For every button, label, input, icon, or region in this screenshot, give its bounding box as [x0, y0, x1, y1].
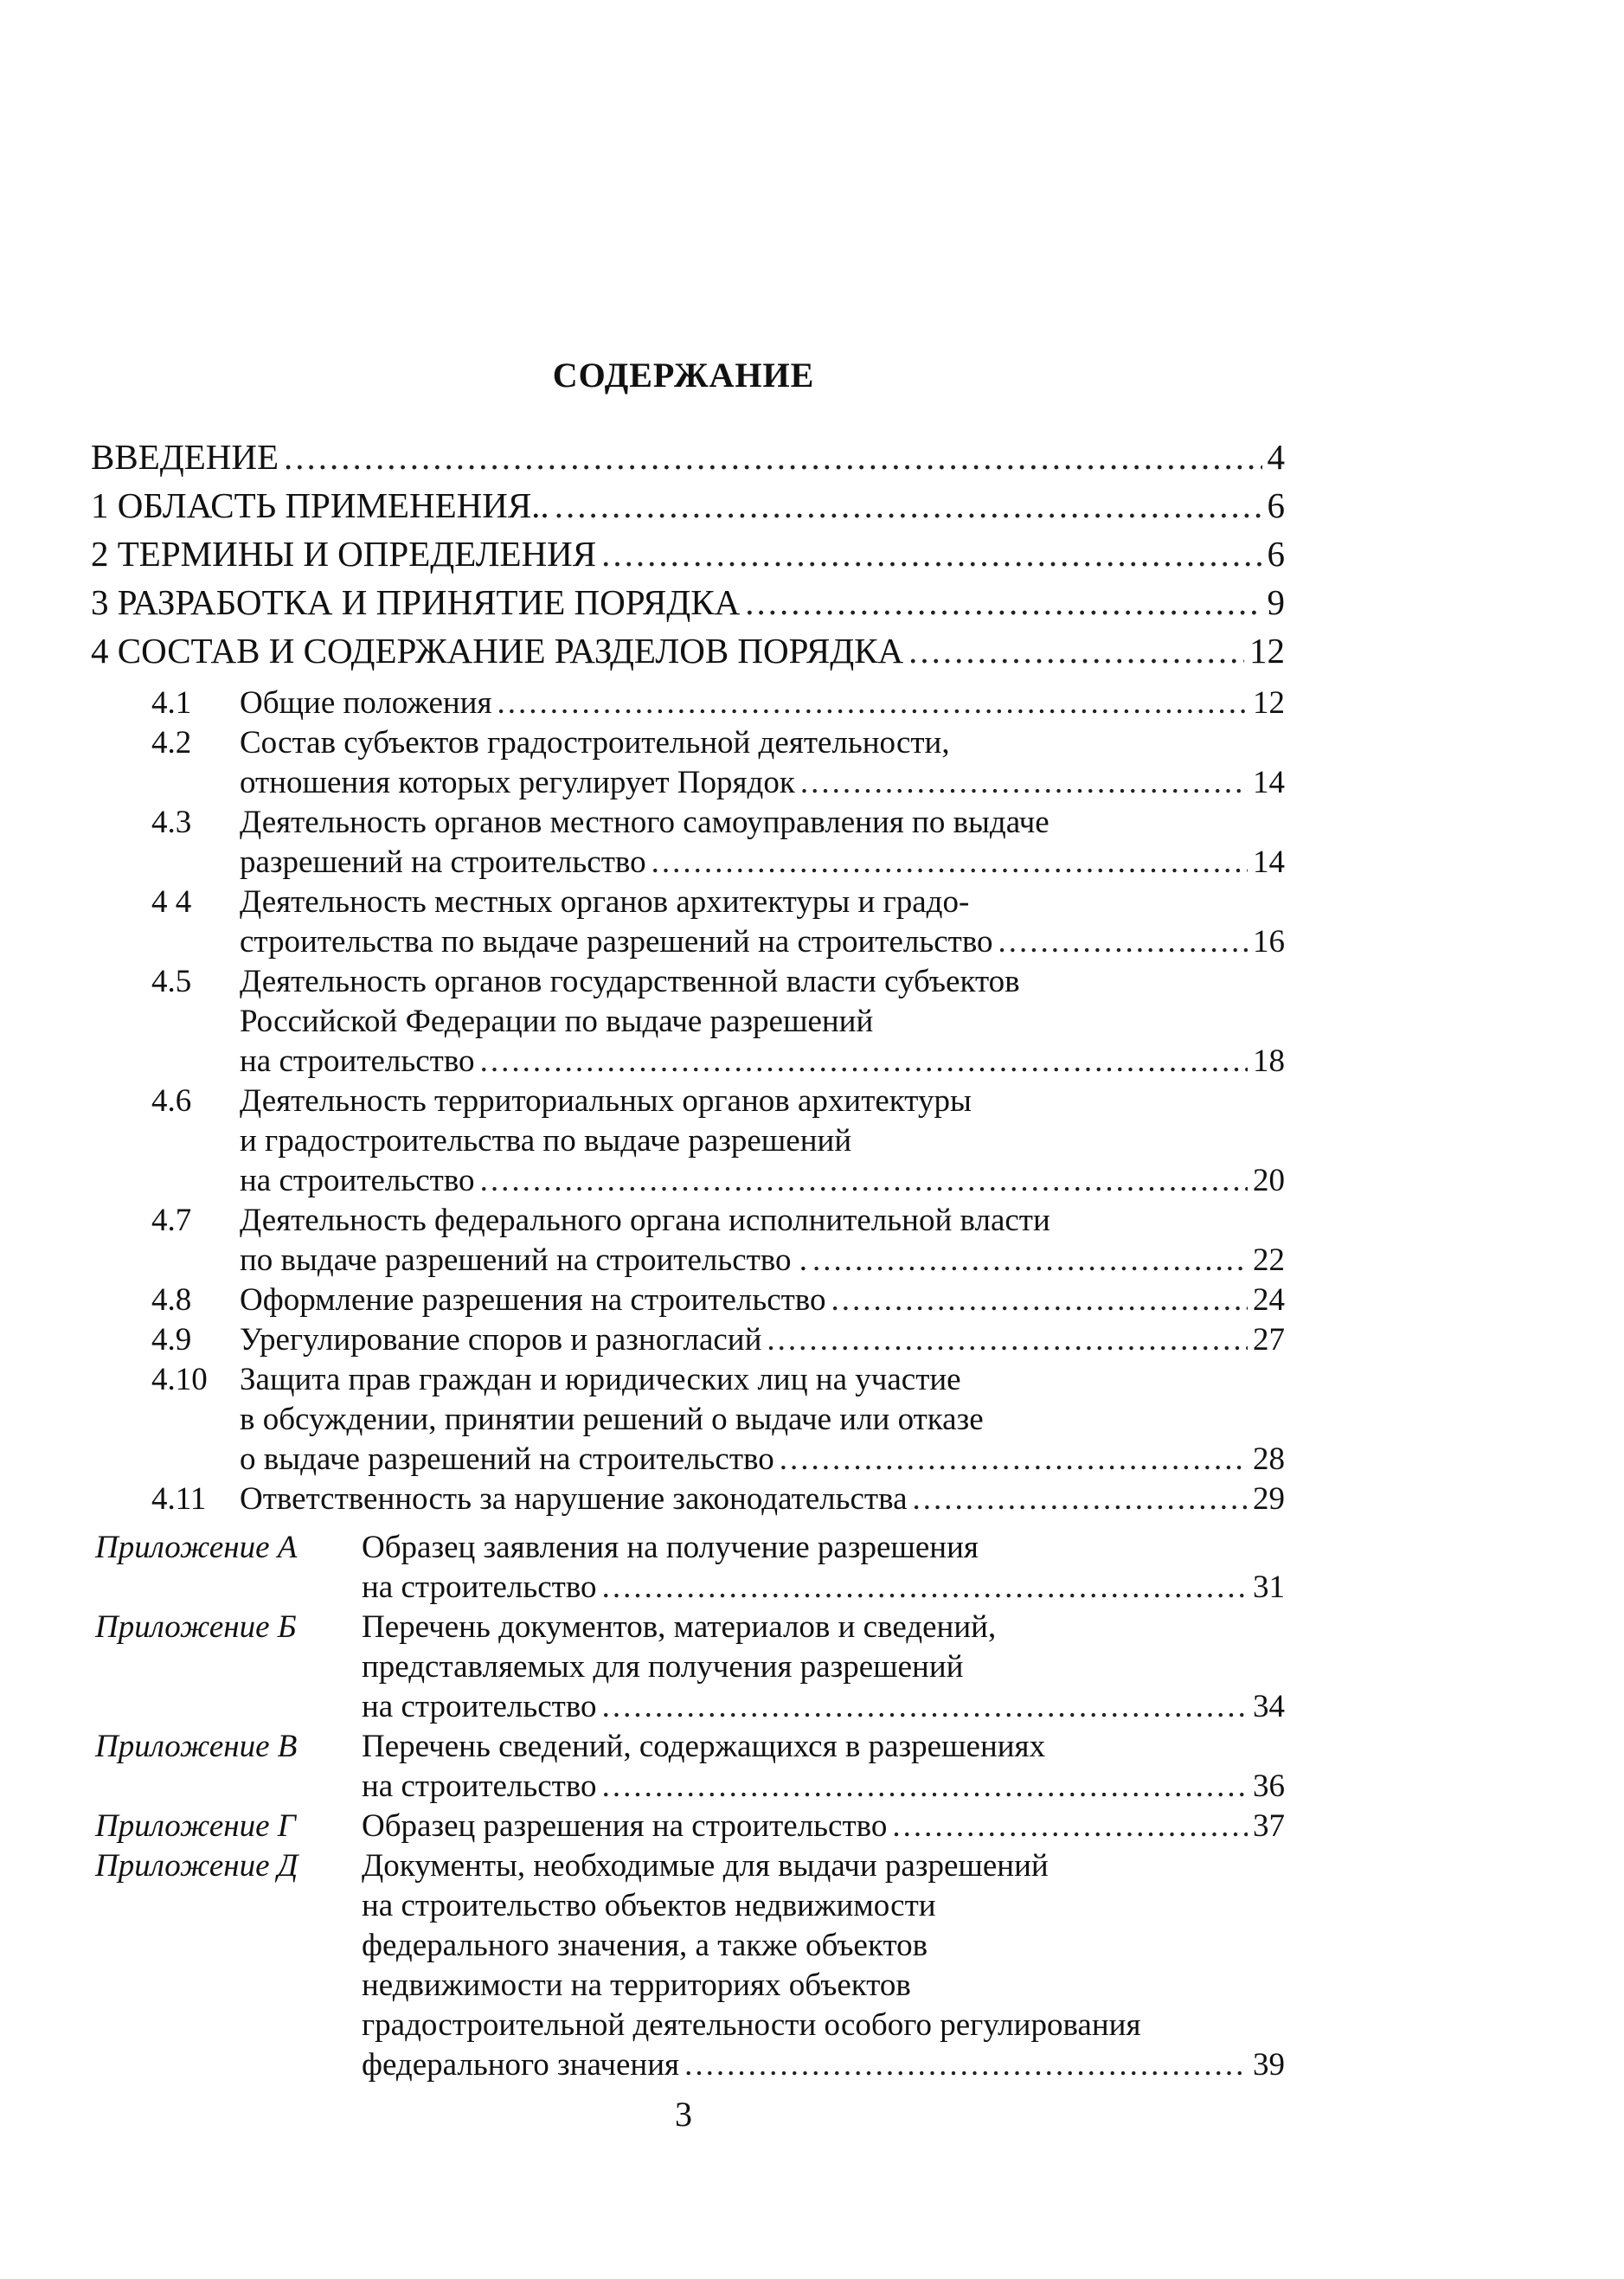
toc-subsection[interactable]: [151, 803, 1285, 883]
toc-subsection[interactable]: [151, 684, 1285, 723]
toc-title: СОДЕРЖАНИЕ: [552, 356, 815, 395]
dot-leader: [555, 481, 1262, 530]
entry-text: Деятельность органов государственной власти субъектов: [240, 964, 1020, 999]
subsection-body: [240, 803, 1285, 883]
appendix-body: [362, 1807, 1285, 1846]
dot-leader: [780, 1440, 1248, 1480]
entry-text: федерального значения, а также объектов: [362, 1928, 928, 1963]
entry-page: 14: [1253, 765, 1285, 800]
dot-leader: [892, 1807, 1248, 1846]
subsection-body: [240, 1082, 1285, 1201]
entry-text: на строительство объектов недвижимости: [362, 1888, 936, 1923]
entry-page: 12: [1253, 685, 1285, 721]
subsection-body: [240, 1320, 1285, 1360]
toc-section[interactable]: [91, 626, 1285, 675]
entry-text: Документы, необходимые для выдачи разрешений: [362, 1848, 1049, 1884]
subsection-body: [240, 1480, 1285, 1519]
dot-leader: [831, 1281, 1248, 1320]
toc-line: [240, 1440, 1285, 1480]
toc-subsection[interactable]: [151, 1201, 1285, 1281]
entry-text: Деятельность территориальных органов архитектуры: [240, 1083, 972, 1119]
subsection-number: 4.8: [151, 1282, 192, 1318]
entry-title: 3 РАЗРАБОТКА И ПРИНЯТИЕ ПОРЯДКА: [91, 582, 741, 622]
subsection-number: 4.2: [151, 725, 192, 761]
toc-line: [240, 1480, 1285, 1519]
entry-title: 1 ОБЛАСТЬ ПРИМЕНЕНИЯ..: [91, 485, 549, 525]
entry-title: 2 ТЕРМИНЫ И ОПРЕДЕЛЕНИЯ: [91, 534, 597, 574]
toc-line: [240, 684, 1285, 723]
entry-text: Перечень сведений, содержащихся в разрешениях: [362, 1729, 1046, 1764]
dot-leader: [745, 578, 1261, 626]
dot-leader: [684, 2045, 1248, 2085]
entry-text: недвижимости на территориях объектов: [362, 1968, 911, 2003]
appendix-body: [362, 1727, 1285, 1807]
entry-text: Деятельность органов местного самоуправления по выдаче: [240, 805, 1050, 840]
toc-line: [91, 626, 1285, 675]
dot-leader: [480, 1042, 1248, 1082]
entry-page: 39: [1253, 2047, 1285, 2083]
entry-text: и градостроительства по выдаче разрешений: [240, 1123, 852, 1159]
toc-appendix[interactable]: [95, 1608, 1285, 1727]
subsection-body: [240, 883, 1285, 962]
entry-page: 4: [1267, 437, 1285, 477]
toc-line: [91, 530, 1285, 578]
toc-line: [240, 922, 1285, 962]
subsection-number: 4.11: [151, 1481, 207, 1517]
toc-section[interactable]: [91, 530, 1285, 578]
subsection-body: [240, 1360, 1285, 1480]
toc-line: [91, 578, 1285, 626]
toc-line: [240, 1281, 1285, 1320]
entry-page: 36: [1253, 1769, 1285, 1804]
entry-title: Образец разрешения на строительство: [362, 1808, 888, 1844]
entry-page: 29: [1253, 1481, 1285, 1517]
appendix-label: Приложение Г: [95, 1808, 296, 1844]
toc-line: [362, 1687, 1285, 1727]
toc-subsection[interactable]: [151, 723, 1285, 803]
toc-subsection[interactable]: [151, 962, 1285, 1082]
entry-title: на строительство: [362, 1769, 597, 1804]
toc-line: [240, 1320, 1285, 1360]
entry-page: 37: [1253, 1808, 1285, 1844]
entry-text: Образец заявления на получение разрешения: [362, 1530, 979, 1565]
entry-title: отношения которых регулирует Порядок: [240, 765, 795, 800]
subsection-number: 4.3: [151, 805, 192, 840]
subsection-number: 4.10: [151, 1362, 208, 1397]
toc-subsection[interactable]: [151, 1320, 1285, 1360]
subsection-number: 4.5: [151, 964, 192, 999]
toc-appendix[interactable]: [95, 1846, 1285, 2085]
entry-page: 28: [1253, 1441, 1285, 1477]
subsection-body: [240, 1201, 1285, 1281]
appendix-body: [362, 1608, 1285, 1727]
entry-page: 12: [1249, 631, 1285, 671]
toc-line: [362, 1767, 1285, 1807]
toc-appendix[interactable]: [95, 1528, 1285, 1608]
subsection-number: 4.6: [151, 1083, 192, 1119]
subsection-body: [240, 1281, 1285, 1320]
subsection-number: 4 4: [151, 884, 192, 920]
dot-leader: [812, 1241, 1248, 1281]
entry-text: в обсуждении, принятии решений о выдаче или отказе: [240, 1402, 984, 1437]
dot-leader: [602, 1687, 1248, 1727]
dot-leader: [602, 1568, 1248, 1608]
toc-section[interactable]: [91, 433, 1285, 481]
dot-leader: [767, 1320, 1248, 1360]
toc-section[interactable]: [91, 481, 1285, 530]
entry-page: 27: [1253, 1322, 1285, 1358]
entry-page: 6: [1267, 534, 1285, 574]
toc-section[interactable]: [91, 578, 1285, 626]
entry-text: Перечень документов, материалов и сведений,: [362, 1609, 997, 1645]
appendix-body: [362, 1528, 1285, 1608]
toc-line: [240, 763, 1285, 803]
entry-title: на строительство: [362, 1689, 597, 1724]
toc-line: [240, 1042, 1285, 1082]
toc-line: [362, 1568, 1285, 1608]
subsection-number: 4.7: [151, 1203, 192, 1238]
entry-title: ВВЕДЕНИЕ: [91, 437, 279, 477]
dot-leader: [800, 763, 1248, 803]
entry-page: 31: [1253, 1570, 1285, 1605]
entry-title: строительства по выдаче разрешений на строительство: [240, 924, 993, 960]
entry-page: 20: [1253, 1163, 1285, 1198]
entry-page: 34: [1253, 1689, 1285, 1724]
entry-page: 24: [1253, 1282, 1285, 1318]
entry-title: 4 СОСТАВ И СОДЕРЖАНИЕ РАЗДЕЛОВ ПОРЯДКА: [91, 631, 904, 671]
entry-title: на строительство: [240, 1043, 475, 1079]
entry-title: Ответственность за нарушение законодательства: [240, 1481, 908, 1517]
appendix-label: Приложение Д: [95, 1848, 298, 1884]
entry-text: градостроительной деятельности особого регулирования: [362, 2007, 1141, 2043]
entry-title: о выдаче разрешений на строительство: [240, 1441, 774, 1477]
appendix-label: Приложение А: [95, 1530, 298, 1565]
entry-title: на строительство: [362, 1570, 597, 1605]
entry-page: 9: [1267, 582, 1285, 622]
toc-subsection[interactable]: [151, 1480, 1285, 1519]
entry-text: Российской Федерации по выдаче разрешений: [240, 1004, 874, 1039]
dot-leader: [480, 1161, 1248, 1201]
subsection-number: 4.1: [151, 685, 192, 721]
toc-subsection[interactable]: [151, 1281, 1285, 1320]
appendix-body: [362, 1846, 1285, 2085]
toc-line: [362, 1807, 1285, 1846]
entry-title: федерального значения: [362, 2047, 680, 2083]
dot-leader: [497, 684, 1248, 723]
entry-text: Состав субъектов градостроительной деятельности,: [240, 725, 950, 761]
toc-appendix[interactable]: [95, 1807, 1285, 1846]
entry-page: 18: [1253, 1043, 1285, 1079]
entry-title: Урегулирование споров и разногласий: [240, 1322, 762, 1358]
toc-line: [91, 433, 1285, 481]
toc-line: [240, 843, 1285, 883]
entry-page: 14: [1253, 844, 1285, 880]
toc-line: [240, 1241, 1285, 1281]
entry-text: Деятельность местных органов архитектуры и градо-: [240, 884, 970, 920]
dot-leader: [652, 843, 1248, 883]
toc-subsection[interactable]: [151, 1082, 1285, 1201]
entry-page: 16: [1253, 924, 1285, 960]
toc-subsection[interactable]: [151, 1360, 1285, 1480]
entry-title: по выдаче разрешений на строительство .: [240, 1242, 808, 1278]
entry-title: разрешений на строительство: [240, 844, 646, 880]
entry-text: Деятельность федерального органа исполнительной власти: [240, 1203, 1050, 1238]
dot-leader: [602, 1767, 1248, 1807]
toc-line: [91, 481, 1285, 530]
dot-leader: [908, 626, 1244, 675]
page-number: 3: [675, 2095, 692, 2134]
dot-leader: [998, 922, 1248, 962]
subsection-body: [240, 684, 1285, 723]
appendix-label: Приложение Б: [95, 1609, 297, 1645]
entry-page: 22: [1253, 1242, 1285, 1278]
toc-appendix[interactable]: [95, 1727, 1285, 1807]
dot-leader: [601, 530, 1261, 578]
entry-title: на строительство: [240, 1163, 475, 1198]
appendix-label: Приложение В: [95, 1729, 298, 1764]
entry-text: Защита прав граждан и юридических лиц на участие: [240, 1362, 961, 1397]
entry-page: 6: [1267, 485, 1285, 525]
entry-title: Оформление разрешения на строительство: [240, 1282, 826, 1318]
subsection-body: [240, 723, 1285, 803]
subsection-number: 4.9: [151, 1322, 192, 1358]
toc-subsection[interactable]: [151, 883, 1285, 962]
entry-text: представляемых для получения разрешений: [362, 1649, 964, 1685]
subsection-body: [240, 962, 1285, 1082]
dot-leader: [913, 1480, 1248, 1519]
dot-leader: [284, 433, 1261, 481]
toc-line: [362, 2045, 1285, 2085]
entry-title: Общие положения: [240, 685, 492, 721]
toc-line: [240, 1161, 1285, 1201]
